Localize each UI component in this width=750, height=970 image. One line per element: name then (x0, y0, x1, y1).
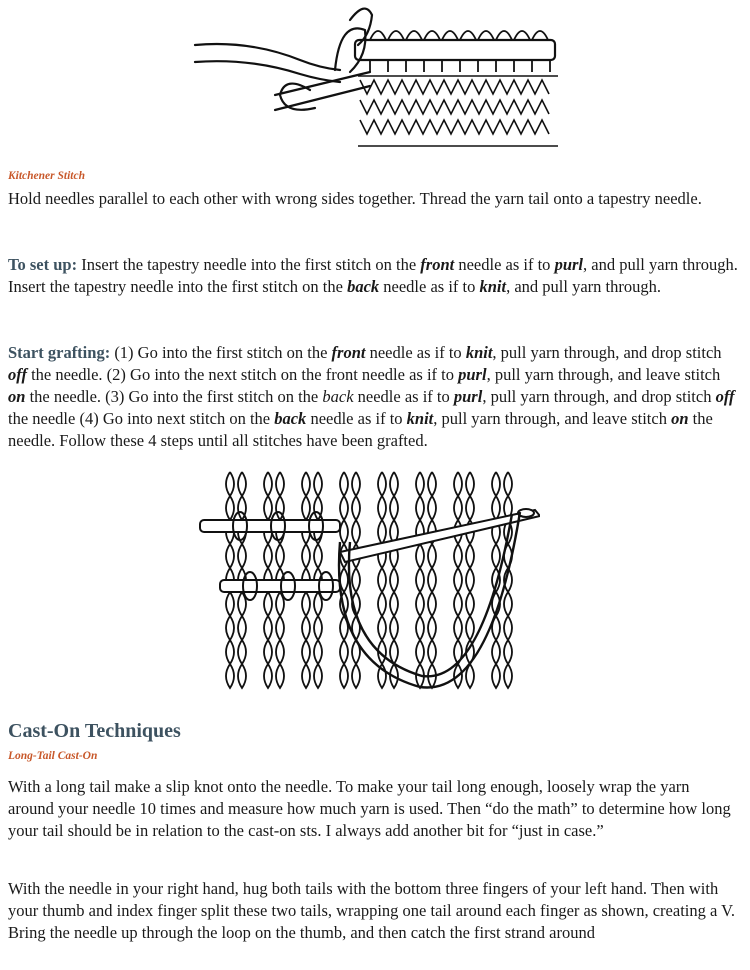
emphasis-on: on (671, 409, 689, 428)
grafting-paragraph (8, 342, 738, 452)
emphasis-on: on (8, 387, 26, 406)
emphasis-back: back (274, 409, 307, 428)
emphasis-purl: purl (453, 387, 483, 406)
text-run: , pull yarn through, and leave stitch (433, 409, 672, 428)
long-tail-paragraph-2: With the needle in your right hand, hug both tails with the bottom three fingers of your left hand. Then with your thumb and index finger split these two tails, wrapping one tail around each finger as shown, creating a V. Bring the needle up through the loop on the thumb, and then catch the first strand around (8, 879, 736, 942)
emphasis-back-italic: back (322, 387, 354, 406)
emphasis-back: back (347, 277, 380, 296)
text-run: (1) Go into the first stitch on the (110, 343, 332, 362)
kitchener-grafting-illustration (190, 462, 540, 702)
text-run: , and pull yarn through. (506, 277, 661, 296)
text-run: the needle. (3) Go into the first stitch on the (25, 387, 323, 406)
text-run: the needle. (2) Go into the next stitch on the front needle as if to (26, 365, 459, 384)
text-run: the needle. Follow these 4 steps until all stitches have been grafted. (8, 409, 713, 450)
kitchener-label: Kitchener Stitch (8, 170, 85, 182)
emphasis-knit: knit (479, 277, 507, 296)
text-run: , pull yarn through, and drop stitch (492, 343, 722, 362)
emphasis-off: off (715, 387, 735, 406)
needles (200, 509, 540, 592)
long-tail-paragraph-1: With a long tail make a slip knot onto the needle. To make your tail long enough, loosely wrap the yarn around your needle 10 times and measure how much yarn is used. Then “do the math” to determine how long your tail should be in relation to the cast-on sts. I always add another bit for “just in case.” (8, 777, 731, 840)
text-run: Insert the tapestry needle into the first stitch on the (77, 255, 421, 274)
emphasis-knit: knit (465, 343, 493, 362)
text-run: needle as if to (353, 387, 454, 406)
cast-on-needle-illustration (190, 0, 570, 160)
kitchener-intro: Hold needles parallel to each other with wrong sides together. Thread the yarn tail onto a tapestry needle. (8, 189, 702, 208)
text-run: needle as if to (365, 343, 466, 362)
cast-on-heading: Cast-On Techniques (8, 720, 181, 742)
setup-lead: To set up: (8, 255, 78, 274)
text-run: , and pull yarn through. Insert the tapestry needle into the first stitch on the (8, 255, 738, 296)
emphasis-knit: knit (406, 409, 434, 428)
emphasis-purl: purl (554, 255, 583, 274)
grafting-lead: Start grafting: (8, 343, 111, 362)
emphasis-purl: purl (458, 365, 487, 384)
needle-loops (370, 31, 550, 72)
text-run: needle as if to (454, 255, 555, 274)
knit-rows (358, 76, 558, 146)
text-run: , pull yarn through, and leave stitch (486, 365, 721, 384)
emphasis-off: off (8, 365, 27, 384)
text-run: the needle (4) Go into next stitch on the (8, 409, 275, 428)
emphasis-front: front (420, 255, 455, 274)
emphasis-front: front (331, 343, 366, 362)
text-run: , pull yarn through, and drop stitch (482, 387, 716, 406)
setup-paragraph (8, 254, 738, 298)
text-run: needle as if to (379, 277, 480, 296)
long-tail-label: Long-Tail Cast-On (8, 750, 98, 762)
text-run: needle as if to (306, 409, 407, 428)
